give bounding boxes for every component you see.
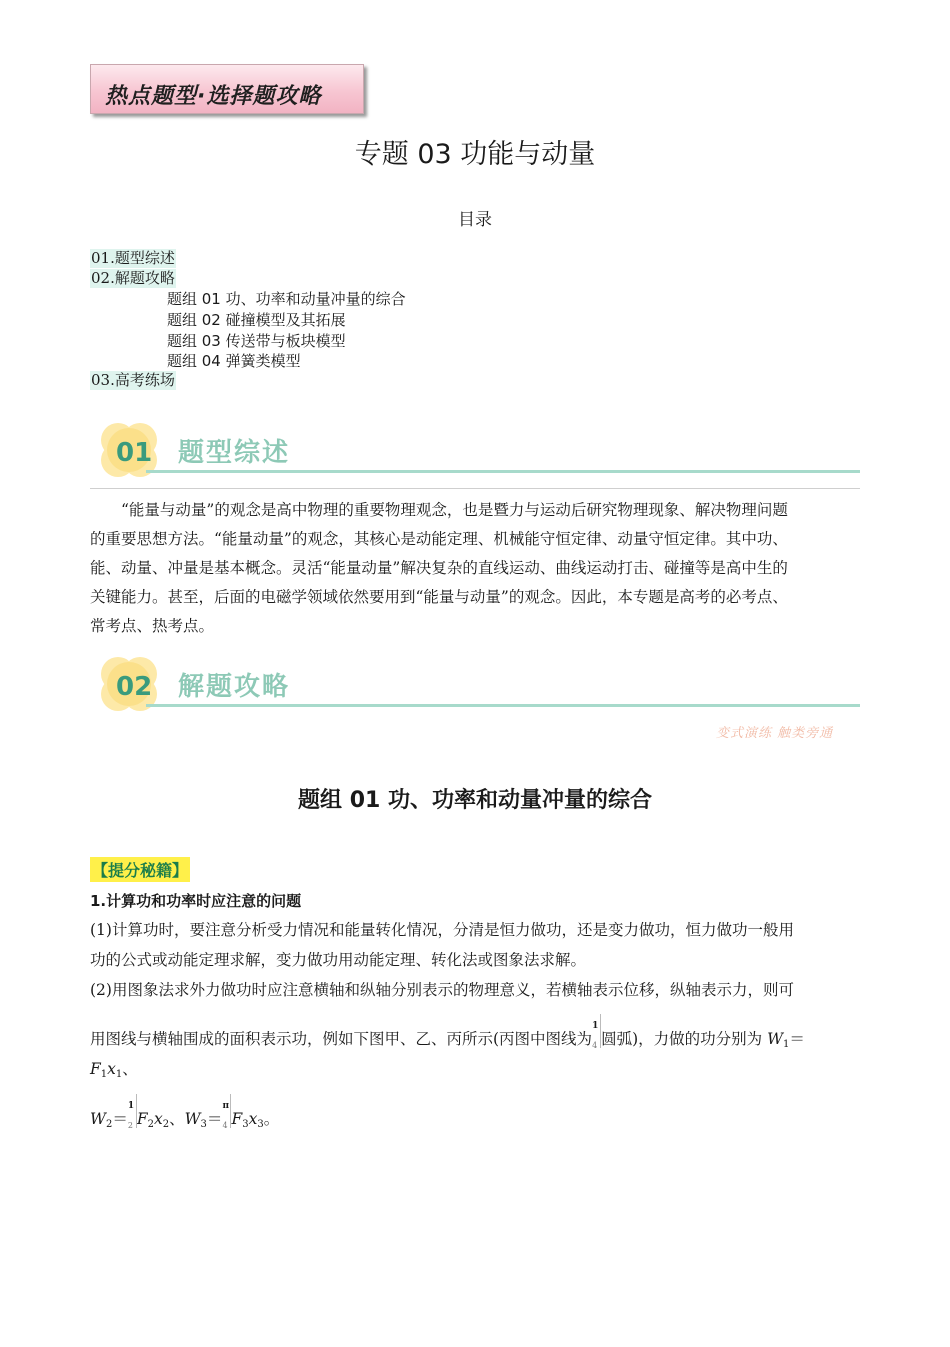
- section-label: 题型综述: [178, 438, 291, 468]
- section-number: 02: [116, 672, 153, 702]
- fraction: [127, 1101, 137, 1130]
- fraction-denominator: 4: [222, 1121, 228, 1130]
- overview-line-2: 的重要思想方法。“能量动量”的观念，其核心是动能定理、机械能守恒定律、动量守恒定律。其中功、: [90, 530, 788, 548]
- equals-sign: ＝: [206, 1110, 223, 1128]
- section-label: 解题攻略: [178, 672, 291, 702]
- paragraph-2-line-4: [90, 1101, 860, 1130]
- overview-line-3: 能、动量、冲量是基本概念。灵活“能量动量”解决复杂的直线运动、曲线运动打击、碰撞等是高中生的: [90, 559, 788, 577]
- fraction: [592, 1021, 601, 1050]
- page-title: 专题 03 功能与动量: [354, 139, 596, 170]
- text-run: 圆弧)，力做的功分别为: [601, 1030, 763, 1048]
- period: 。: [263, 1110, 280, 1128]
- group-title: 题组 01 功、功率和动量冲量的综合: [298, 788, 652, 813]
- symbol-W: W: [90, 1110, 106, 1128]
- overview-paragraph: [90, 496, 860, 641]
- fraction-bar: [600, 1014, 601, 1048]
- overview-line-5: 常考点、热考点。: [90, 617, 215, 635]
- symbol-x: x: [248, 1110, 258, 1128]
- subscript: 1: [100, 1069, 108, 1080]
- divider: [90, 488, 860, 489]
- separator: 、: [122, 1060, 138, 1078]
- fraction: [222, 1101, 231, 1130]
- fraction-bar: [136, 1094, 137, 1128]
- tip-label: 【提分秘籍】: [90, 857, 190, 882]
- fraction-denominator: 4: [592, 1041, 598, 1050]
- section-header-01: [96, 418, 868, 490]
- symbol-F: F: [136, 1110, 148, 1128]
- toc-link-group-02[interactable]: 题组 02 碰撞模型及其拓展: [167, 311, 346, 329]
- separator: 、: [169, 1110, 185, 1128]
- paragraph-1-line-1: (1)计算功时，要注意分析受力情况和能量转化情况，分清是恒力做功，还是变力做功，恒力做功一般用: [90, 921, 794, 939]
- text-run: 用图线与横轴围成的面积表示功，例如下图甲、乙、丙所示(丙图中图线为: [90, 1030, 593, 1048]
- symbol-W: W: [767, 1030, 783, 1048]
- paragraph-2-line-3: [90, 1059, 860, 1079]
- section-underline: [146, 470, 860, 473]
- paragraph-2-line-2: [90, 1021, 860, 1050]
- subscript: 2: [162, 1119, 170, 1130]
- toc-link-strategy[interactable]: 02.解题攻略: [91, 269, 175, 287]
- subscript: 3: [200, 1119, 207, 1130]
- section-underline: [146, 704, 860, 707]
- toc-heading: 目录: [458, 210, 492, 230]
- toc-link-exam-practice[interactable]: 03.高考练场: [91, 371, 175, 389]
- subscript: 3: [257, 1119, 264, 1130]
- fraction-denominator: 2: [127, 1121, 133, 1130]
- fraction-numerator: 1: [592, 1021, 599, 1031]
- banner-label: 热点题型·选择题攻略: [105, 84, 322, 109]
- subscript: 2: [105, 1119, 113, 1130]
- toc-link-overview[interactable]: 01.题型综述: [91, 249, 175, 267]
- paragraph-2-line-1: (2)用图象法求外力做功时应注意横轴和纵轴分别表示的物理意义，若横轴表示位移，纵轴表示力，则可: [90, 981, 794, 999]
- subscript: 1: [115, 1069, 123, 1080]
- equals-sign: ＝: [112, 1110, 128, 1128]
- overview-line-4: 关键能力。甚至，后面的电磁学领域依然要用到“能量与动量”的观念。因此，本专题是高考的必考点、: [90, 588, 788, 606]
- symbol-W: W: [184, 1110, 201, 1128]
- fraction-bar: [230, 1094, 231, 1128]
- toc-link-group-01[interactable]: 题组 01 功、功率和动量冲量的综合: [167, 290, 406, 308]
- symbol-x: x: [107, 1060, 116, 1078]
- equals-sign: ＝: [789, 1030, 805, 1048]
- symbol-x: x: [153, 1110, 163, 1128]
- subscript: 3: [242, 1119, 249, 1130]
- fraction-numerator: π: [222, 1101, 230, 1111]
- symbol-F: F: [90, 1060, 101, 1078]
- subheading: 1.计算功和功率时应注意的问题: [90, 892, 302, 910]
- subscript: 1: [783, 1039, 790, 1050]
- section-header-02: [96, 652, 868, 724]
- symbol-F: F: [231, 1110, 243, 1128]
- paragraph-1-line-2: 功的公式或动能定理求解，变力做功用动能定理、转化法或图象法求解。: [90, 951, 587, 969]
- section-number: 01: [116, 438, 153, 468]
- overview-line-1: “能量与动量”的观念是高中物理的重要物理观念，也是暨力与运动后研究物理现象、解决物理问题: [121, 501, 788, 519]
- toc-link-group-04[interactable]: 题组 04 弹簧类模型: [167, 352, 301, 370]
- toc-link-group-03[interactable]: 题组 03 传送带与板块模型: [167, 332, 346, 350]
- topic-banner: [90, 64, 364, 114]
- subscript: 2: [147, 1119, 154, 1130]
- fraction-numerator: 1: [127, 1101, 135, 1111]
- section-motto: 变式演练 触类旁通: [716, 726, 834, 741]
